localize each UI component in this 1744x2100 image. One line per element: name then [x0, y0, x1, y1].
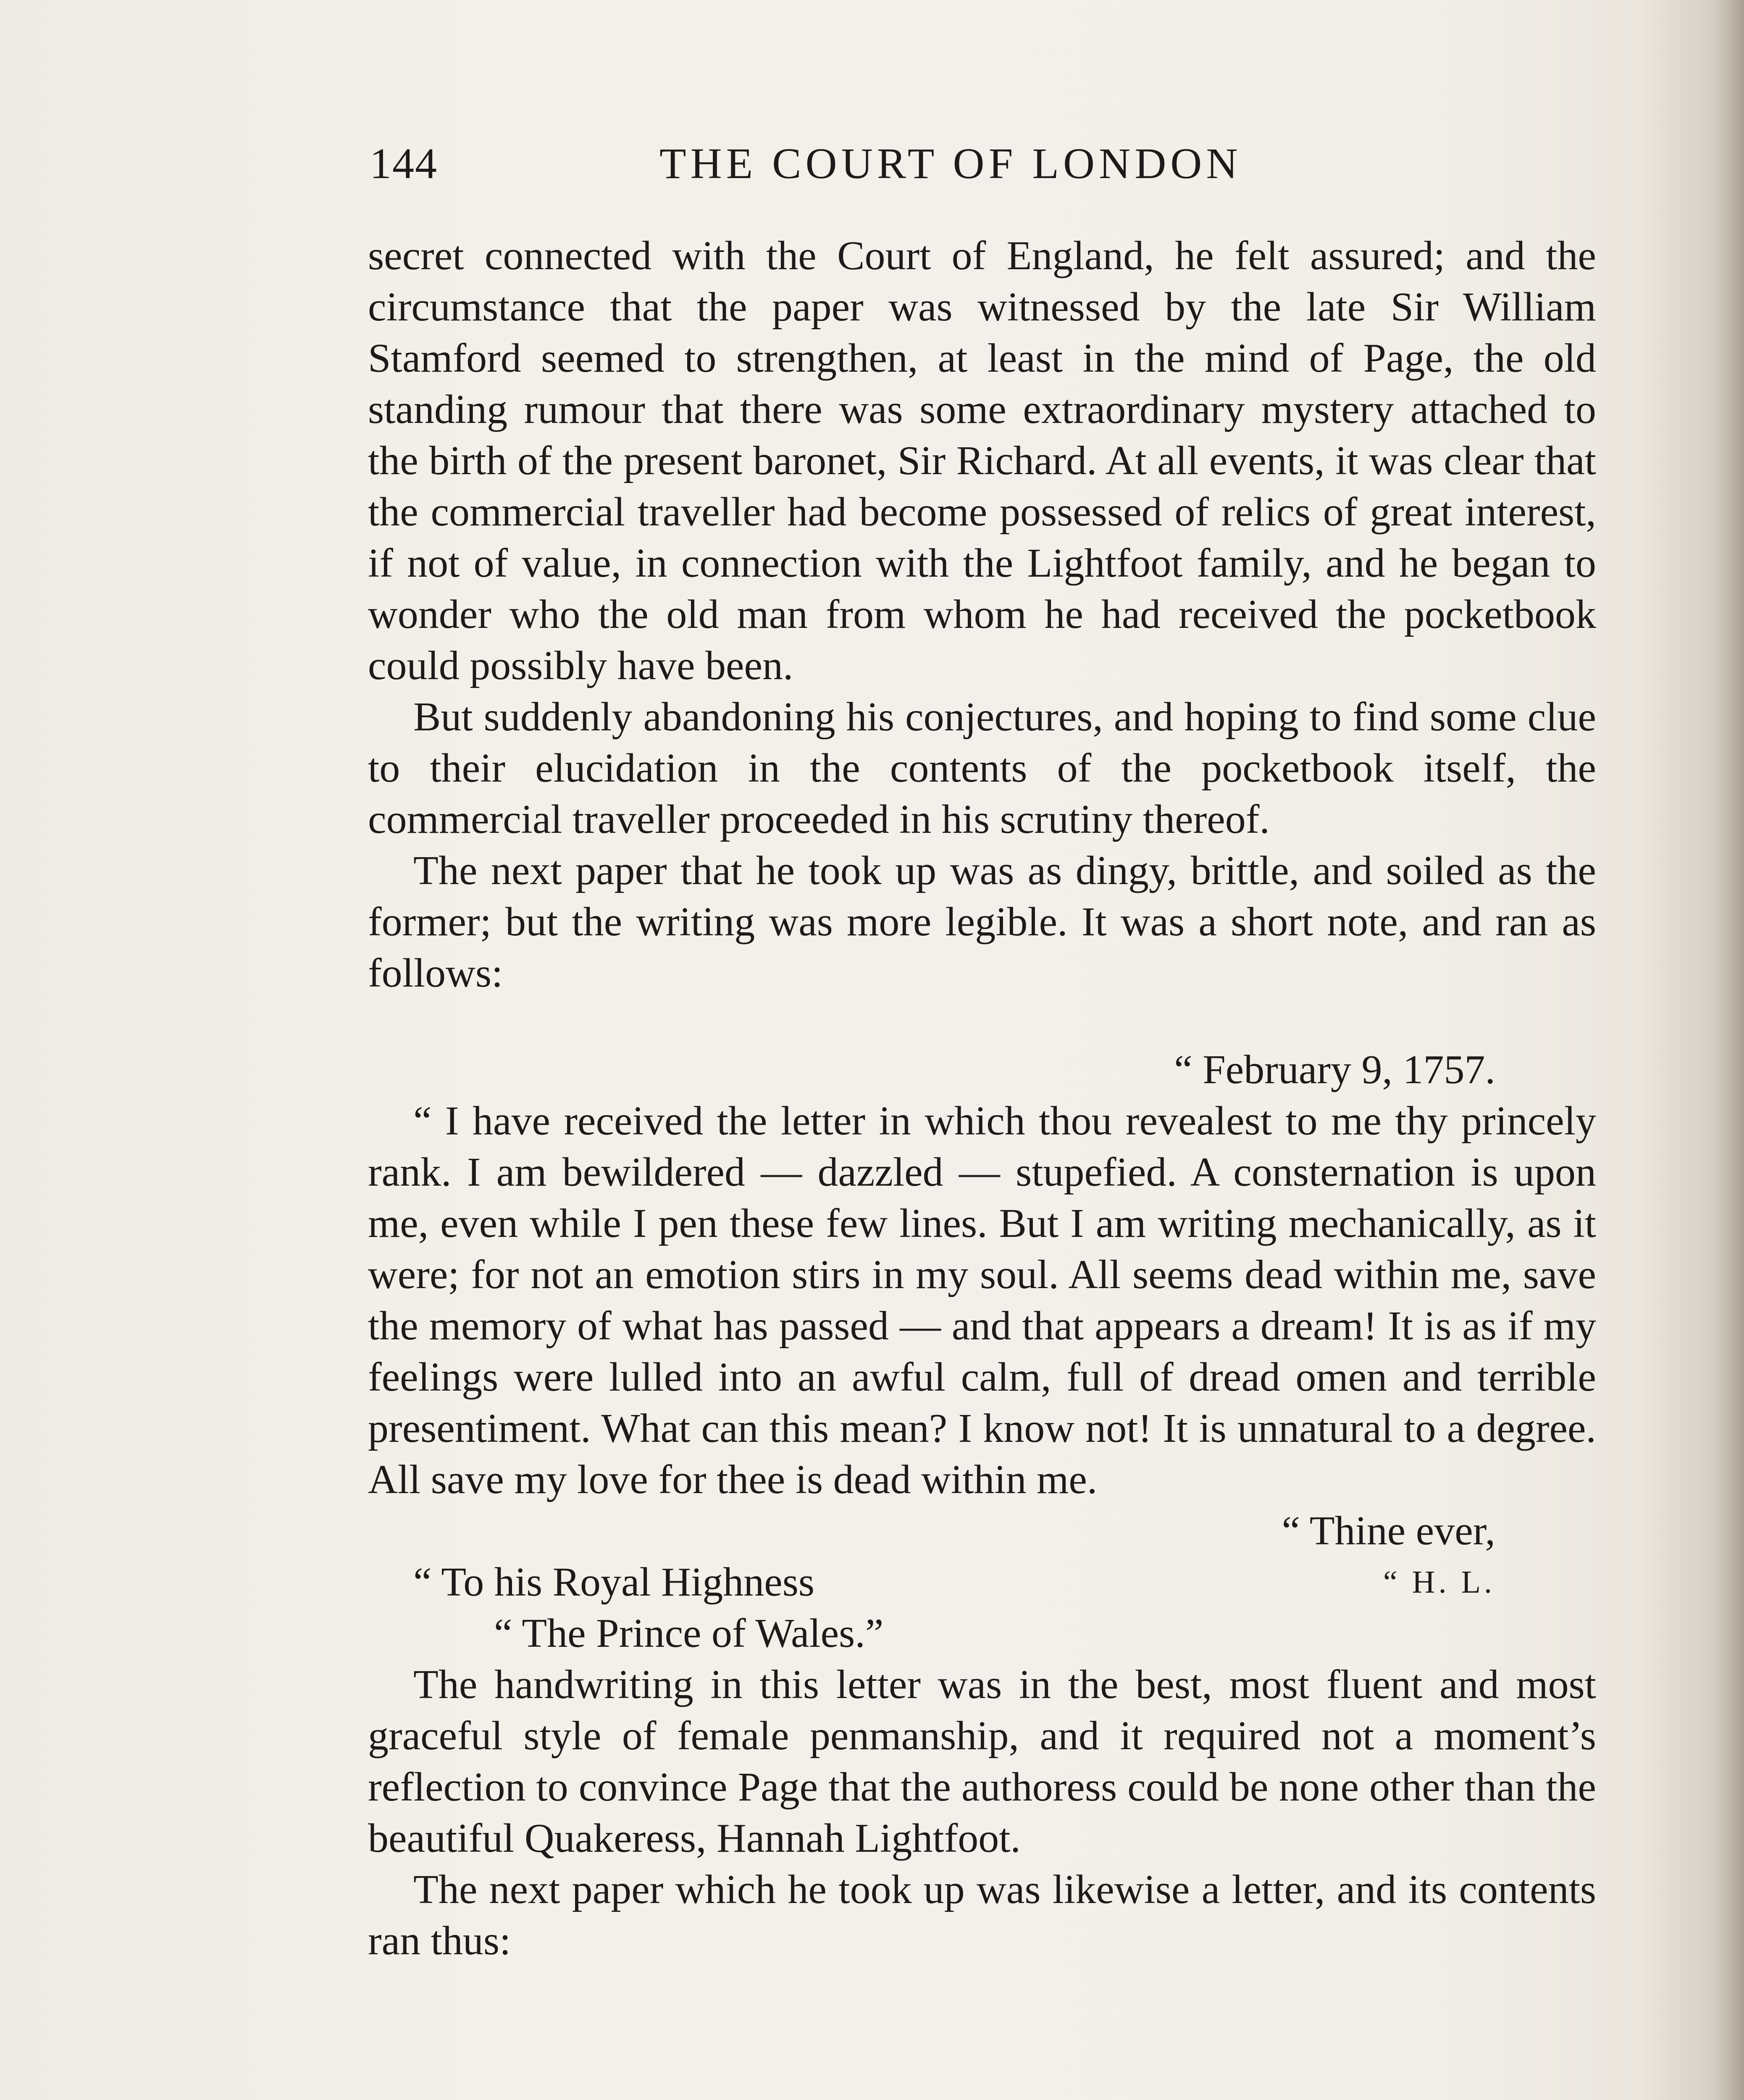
paragraph-3: The next paper that he took up was as dingy, brittle, and soiled as the former; but the writing was more legible. It was a short note, and ran as follows: [368, 848, 1596, 996]
running-head: THE COURT OF LONDON [659, 139, 1242, 188]
body-text [368, 230, 1596, 1966]
page-header [370, 139, 1596, 197]
letter-initials: “ H. L. [1383, 1564, 1495, 1600]
page-number: 144 [370, 139, 438, 188]
letter-addressee-line-2: “ The Prince of Wales.” [494, 1611, 884, 1656]
page-edge-shadow [1715, 0, 1744, 2100]
paragraph-2: But suddenly abandoning his conjectures, and hoping to find some clue to their elucidation in the contents of the pocketbook itself, the commercial traveller proceeded in his scrutiny thereof. [368, 694, 1596, 842]
quoted-letter [368, 1044, 1596, 1659]
letter-signature-block [368, 1505, 1596, 1608]
letter-date: “ February 9, 1757. [1174, 1047, 1495, 1092]
paragraph-4: The handwriting in this letter was in the best, most fluent and most graceful style of female penmanship, and it required not a moment’s reflection to convince Page that the authoress could be none other than the beautiful Quakeress, Hannah Lightfoot. [368, 1662, 1596, 1861]
paragraph-1: secret connected with the Court of England, he felt assured; and the circumstance that the paper was witnessed by the late Sir William Stamford seemed to strengthen, at least in the mind of Page, the old standing rumour that there was some extraordinary mystery attached to the birth of the present baronet, Sir Richard. At all events, it was clear that the commercial traveller had become possessed of relics of great interest, if not of value, in connection with the Lightfoot family, and he began to wonder who the old man from whom he had received the pocketbook could possibly have been. [368, 233, 1596, 688]
letter-body: “ I have received the letter in which thou revealest to me thy princely rank. I am bewildered — dazzled — stupefied. A consternation is upon me, even while I pen these few lines. But I am writing mechanically, as it were; for not an emotion stirs in my soul. All seems dead within me, save the memory of what has passed — and that appears a dream! It is as if my feelings were lulled into an awful calm, full of dread omen and terrible presentiment. What can this mean? I know not! It is unnatural to a degree. All save my love for thee is dead within me. [368, 1098, 1596, 1502]
letter-closing: “ Thine ever, [1282, 1508, 1495, 1554]
paragraph-5: The next paper which he took up was likewise a letter, and its contents ran thus: [368, 1867, 1596, 1964]
letter-addressee-line-1: “ To his Royal Highness [413, 1559, 814, 1605]
